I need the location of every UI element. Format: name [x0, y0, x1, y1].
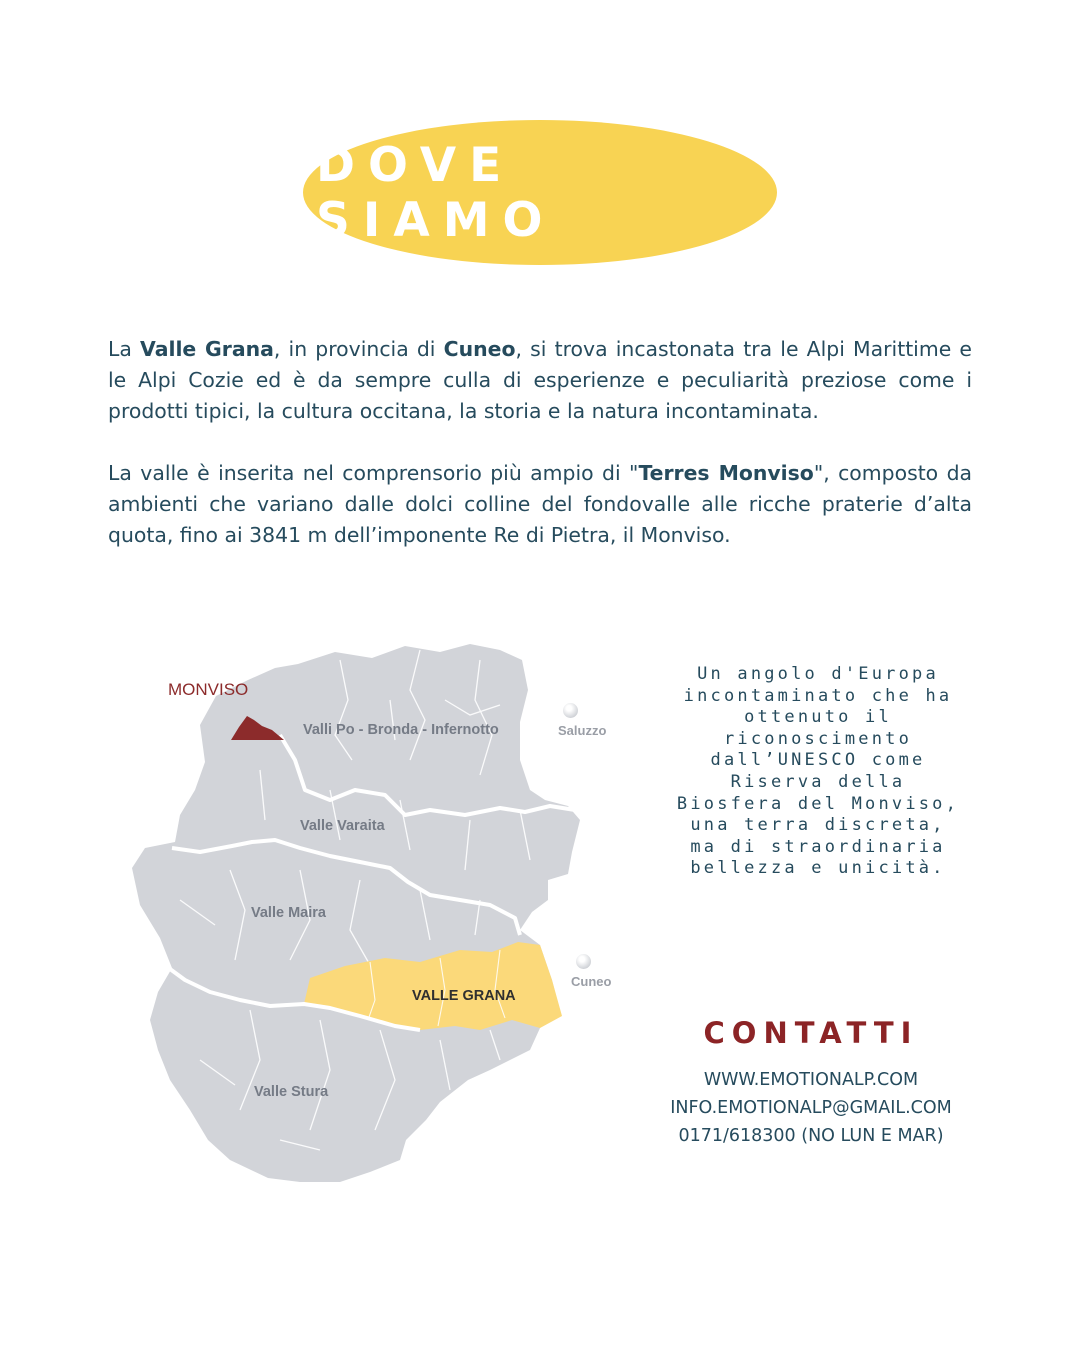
unesco-description: Un angolo d'Europa incontaminato che ha ottenuto il riconoscimento dall’UNESCO come Riserva della Biosfera del Monviso, una terra discreta, ma di straordinaria bellezza e unicità. — [676, 664, 960, 879]
intro-text — [108, 334, 972, 582]
intro-text-run: La valle è inserita nel comprensorio più ampio di " — [108, 461, 639, 485]
phone-number[interactable]: 0171/618300 (NO LUN E MAR) — [678, 1126, 944, 1146]
monviso-label: MONVISO — [168, 680, 249, 699]
contacts-title: CONTATTI — [703, 1016, 919, 1050]
saluzzo-dot-icon — [563, 703, 578, 718]
city-label-cuneo: Cuneo — [571, 974, 612, 989]
valle-grana-highlight: Valle Grana — [140, 337, 274, 361]
title-badge — [303, 120, 777, 265]
intro-text-run: , si trova incastonata tra le Alpi Marittime e le Alpi Cozie ed è da sempre culla di esperienze e peculiarità preziose come i prodotti tipici, la cultura occitana, la storia e la natura incontaminata. — [108, 337, 972, 423]
intro-text-run: La — [108, 337, 141, 361]
website-link[interactable]: WWW.EMOTIONALP.COM — [703, 1070, 919, 1090]
valley-label-varaita: Valle Varaita — [300, 818, 385, 834]
email-link[interactable]: INFO.EMOTIONALP@GMAIL.COM — [670, 1098, 952, 1118]
valleys-map — [125, 625, 635, 1195]
intro-paragraph-2 — [108, 458, 972, 551]
terres-monviso-highlight: Terres Monviso — [638, 461, 814, 485]
intro-text-run: ", composto da ambienti che variano dalle dolci colline del fondovalle alle ricche praterie d’alta quota, fino ai 3841 m dell’imponente Re di Pietra, il Monviso. — [108, 461, 973, 547]
cuneo-dot-icon — [576, 954, 591, 969]
cuneo-highlight: Cuneo — [443, 337, 516, 361]
city-label-saluzzo: Saluzzo — [558, 723, 607, 738]
intro-text-run: , in provincia di — [273, 337, 444, 361]
intro-paragraph-1 — [108, 334, 972, 427]
valley-label-grana: VALLE GRANA — [412, 988, 516, 1004]
map-graphic — [125, 625, 635, 1195]
contacts-block — [640, 1066, 982, 1150]
page-title: DOVE SIAMO — [316, 137, 556, 248]
valley-label-po: Valli Po - Bronda - Infernotto — [303, 722, 499, 738]
valley-label-maira: Valle Maira — [251, 905, 326, 921]
valley-label-stura: Valle Stura — [254, 1084, 329, 1100]
